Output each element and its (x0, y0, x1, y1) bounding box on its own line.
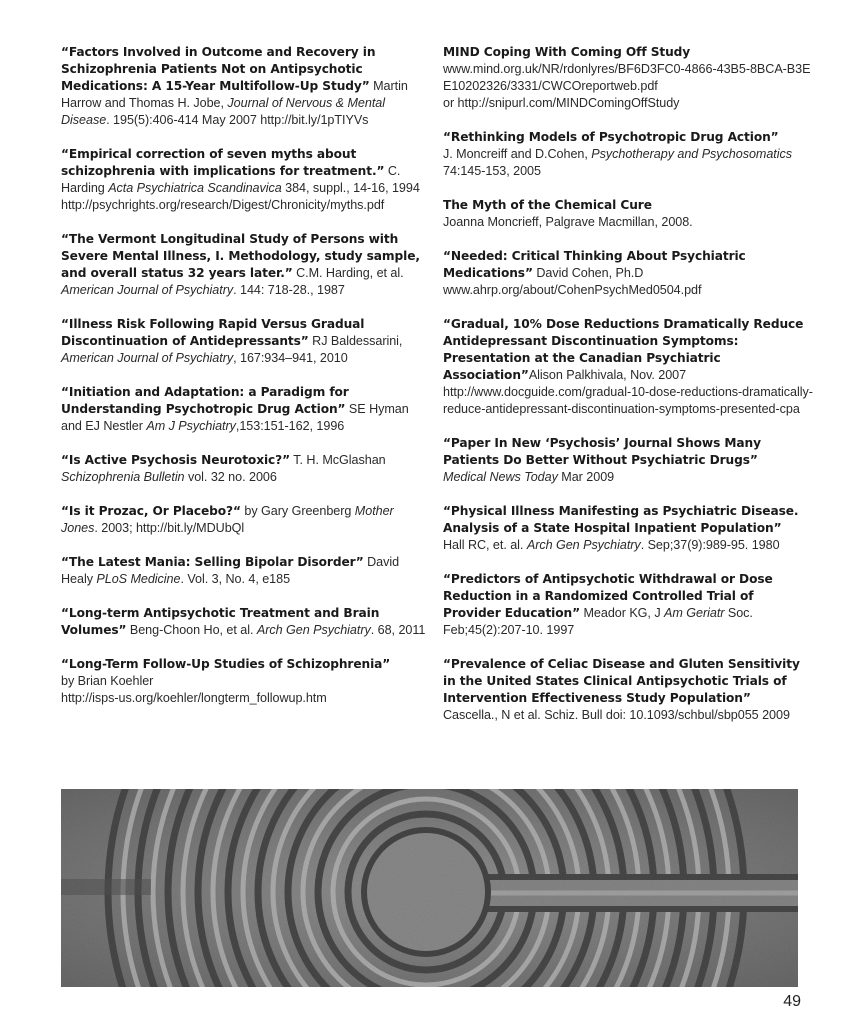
reference-title: “Needed: Critical Thinking About Psychiatric Medications” (443, 249, 746, 280)
reference-journal: Arch Gen Psychiatry (256, 623, 371, 637)
reference-entry (61, 44, 433, 129)
reference-journal: Psychotherapy and Psychosomatics (591, 147, 792, 161)
reference-entry (61, 231, 433, 299)
reference-entry (443, 129, 815, 180)
reference-title: “Paper In New ‘Psychosis’ Journal Shows Many Patients Do Better Without Psychiatric Drugs” (443, 436, 761, 467)
reference-journal: Mother Jones (61, 504, 394, 535)
reference-entry (61, 384, 433, 435)
reference-details: . Vol. 3, No. 4, e185 (180, 572, 291, 586)
reference-details: . 195(5):406-414 May 2007 http://bit.ly/1pTIYVs (106, 113, 369, 127)
reference-entry (61, 554, 433, 588)
reference-entry (443, 571, 815, 639)
reference-link[interactable]: or http://snipurl.com/MINDComingOffStudy (443, 96, 680, 110)
reference-title: “Illness Risk Following Rapid Versus Gradual Discontinuation of Antidepressants” (61, 317, 365, 348)
reference-authors: David Healy (61, 555, 400, 586)
labyrinth-photo (61, 789, 798, 987)
reference-title: “Is Active Psychosis Neurotoxic?” (61, 453, 291, 467)
reference-entry (443, 44, 815, 112)
reference-journal: Acta Psychiatrica Scandinavica (108, 181, 282, 195)
reference-title: “Long-term Antipsychotic Treatment and Brain Volumes” (61, 606, 380, 637)
reference-details: , 167:934–941, 2010 (233, 351, 348, 365)
reference-entry (61, 146, 433, 214)
reference-details: . Sep;37(9):989-95. 1980 (640, 538, 780, 552)
reference-entry (443, 656, 815, 724)
reference-authors: C. Harding (61, 164, 401, 195)
reference-journal: Journal of Nervous & Mental Disease (61, 96, 385, 127)
reference-journal: Arch Gen Psychiatry (526, 538, 641, 552)
reference-details: Cascella., N et al. Schiz. Bull doi: 10.1093/schbul/sbp055 2009 (443, 708, 790, 722)
reference-link[interactable]: http://psychrights.org/research/Digest/Chronicity/myths.pdf (61, 198, 385, 212)
left-column (61, 44, 433, 724)
reference-entry (443, 435, 815, 486)
reference-authors: J. Moncreiff and D.Cohen, (443, 147, 592, 161)
reference-authors: T. H. McGlashan (290, 453, 386, 467)
right-column (443, 44, 815, 741)
reference-journal: Schizophrenia Bulletin (61, 470, 185, 484)
reference-title: “Predictors of Antipsychotic Withdrawal or Dose Reduction in a Randomized Controlled Trial of Provider Education” (443, 572, 773, 620)
reference-details: . 68, 2011 (370, 623, 426, 637)
reference-entry (61, 316, 433, 367)
reference-title: “Initiation and Adaptation: a Paradigm for Understanding Psychotropic Drug Action” (61, 385, 349, 416)
reference-authors: SE Hyman and EJ Nestler (61, 402, 409, 433)
reference-link[interactable]: http://isps-us.org/koehler/longterm_followup.htm (61, 691, 327, 705)
reference-entry (443, 503, 815, 554)
reference-title: The Myth of the Chemical Cure (443, 198, 652, 212)
reference-authors: Beng-Choon Ho, et al. (126, 623, 257, 637)
reference-link[interactable]: www.mind.org.uk/NR/rdonlyres/BF6D3FC0-4866-43B5-8BCA-B3EE10202326/3331/CWCOreportweb.pdf (443, 62, 811, 93)
reference-title: “Gradual, 10% Dose Reductions Dramatically Reduce Antidepressant Discontinuation Symptoms: Presentation at the Canadian Psychiatric Association” (443, 317, 804, 382)
page-number: 49 (783, 993, 801, 1010)
reference-authors: C.M. Harding, et al. (292, 266, 404, 280)
reference-title: “Is it Prozac, Or Placebo?“ (61, 504, 241, 518)
reference-authors: by Brian Koehler (61, 674, 154, 688)
reference-details: Mar 2009 (557, 470, 615, 484)
reference-details: . 2003; http://bit.ly/MDUbQl (94, 521, 245, 535)
reference-title: “Prevalence of Celiac Disease and Gluten Sensitivity in the United States Clinical Antipsychotic Trials of Intervention Effectiveness Study Population” (443, 657, 800, 705)
reference-title: “Long-Term Follow-Up Studies of Schizophrenia” (61, 657, 391, 671)
reference-authors: Hall RC, et. al. (443, 538, 527, 552)
reference-authors: RJ Baldessarini, (308, 334, 403, 348)
reference-title: “Factors Involved in Outcome and Recovery in Schizophrenia Patients Not on Antipsychotic Medications: A 15-Year Multifollow-Up Study” (61, 45, 376, 93)
reference-title: “The Latest Mania: Selling Bipolar Disorder” (61, 555, 364, 569)
reference-title: MIND Coping With Coming Off Study (443, 45, 691, 59)
reference-details: vol. 32 no. 2006 (184, 470, 277, 484)
reference-title: “The Vermont Longitudinal Study of Persons with Severe Mental Illness, I. Methodology, study sample, and overall status 32 years later.” (61, 232, 420, 280)
reference-journal: Medical News Today (443, 470, 558, 484)
reference-journal: Am Geriatr (664, 606, 725, 620)
reference-journal: Am J Psychiatry (146, 419, 236, 433)
reference-journal: American Journal of Psychiatry (61, 351, 234, 365)
reference-title: “Physical Illness Manifesting as Psychiatric Disease. Analysis of a State Hospital Inpatient Population” (443, 504, 799, 535)
reference-authors: Meador KG, J (580, 606, 665, 620)
reference-entry (61, 452, 433, 486)
reference-details: . 144: 718-28., 1987 (233, 283, 345, 297)
reference-entry (61, 656, 433, 707)
reference-details: 384, suppl., 14-16, 1994 (281, 181, 420, 195)
reference-authors: David Cohen, Ph.D www.ahrp.org/about/CohenPsychMed0504.pdf (443, 266, 702, 297)
reference-details: 74:145-153, 2005 (443, 164, 541, 178)
labyrinth-illustration (61, 789, 798, 987)
reference-title: “Rethinking Models of Psychotropic Drug Action” (443, 130, 779, 144)
reference-authors: by Gary Greenberg (240, 504, 355, 518)
reference-details: Soc. Feb;45(2):207-10. 1997 (443, 606, 753, 637)
reference-entry (443, 197, 815, 231)
reference-entry (443, 248, 815, 299)
reference-entry (443, 316, 815, 418)
reference-entry (61, 503, 433, 537)
reference-details: ,153:151-162, 1996 (235, 419, 345, 433)
reference-authors: Alison Palkhivala, Nov. 2007 http://www.docguide.com/gradual-10-dose-reductions-dramatically-reduce-antidepressant-discontinuation-symptoms-presented-cpa (443, 368, 813, 416)
reference-title: “Empirical correction of seven myths about schizophrenia with implications for treatment.” (61, 147, 385, 178)
reference-authors: Martin Harrow and Thomas H. Jobe, (61, 79, 408, 110)
reference-entry (61, 605, 433, 639)
reference-journal: PLoS Medicine (96, 572, 181, 586)
reference-authors: Joanna Moncrieff, Palgrave Macmillan, 2008. (443, 215, 693, 229)
reference-journal: American Journal of Psychiatry (61, 283, 234, 297)
